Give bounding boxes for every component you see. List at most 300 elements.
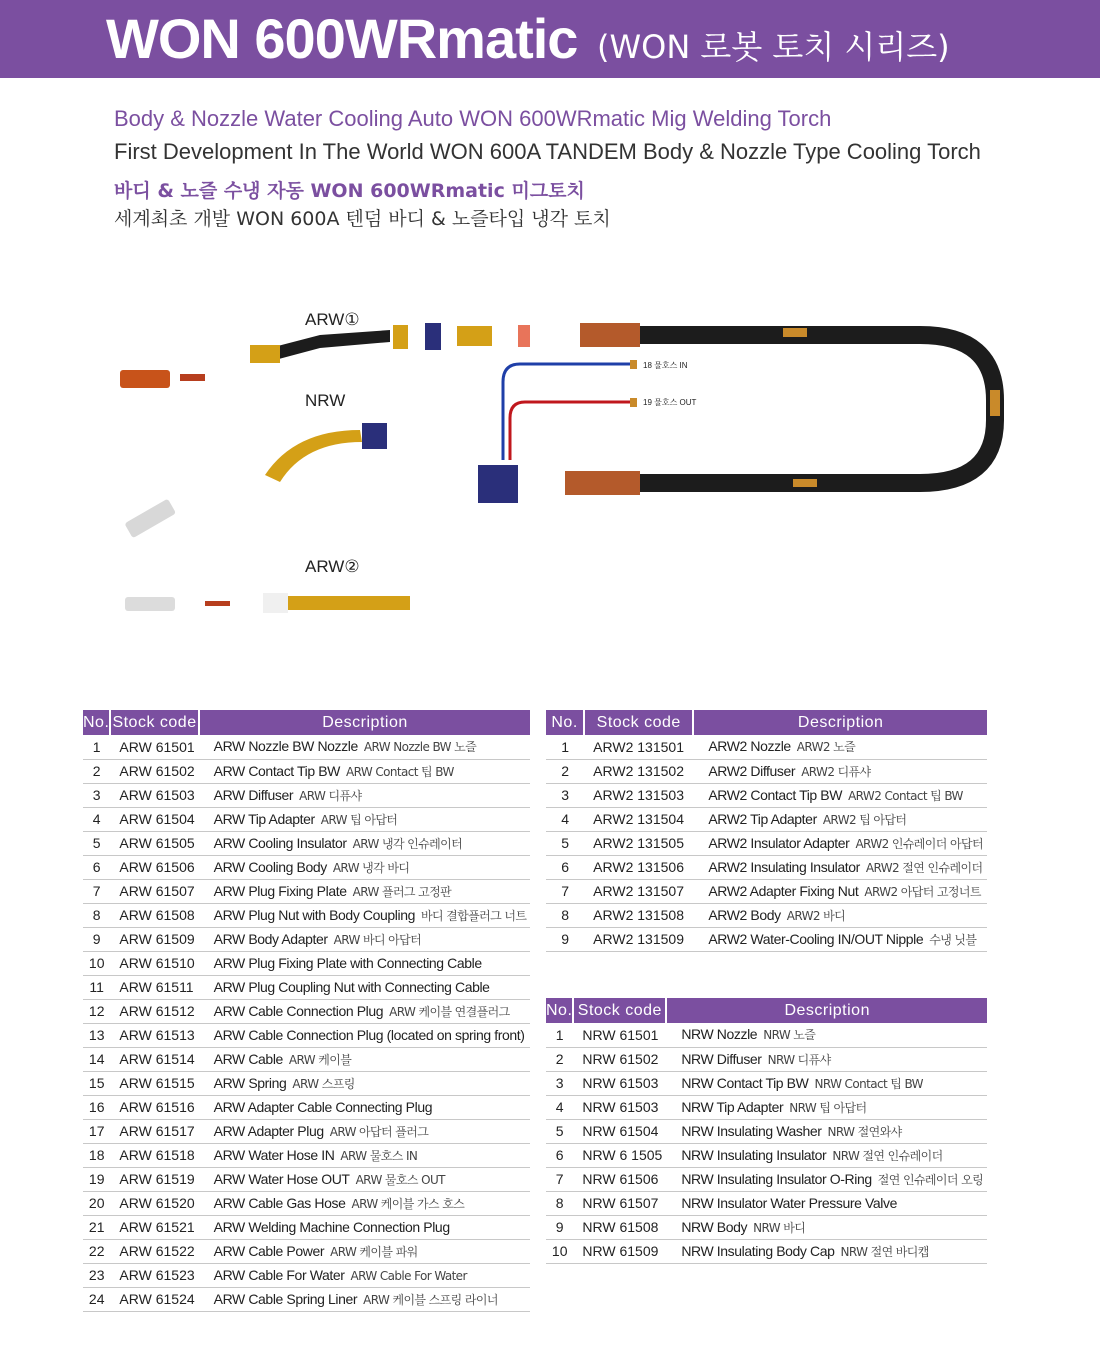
table-row [83, 1023, 530, 1047]
arw1-nozzle [120, 370, 170, 388]
description-kr: ARW2 디퓨샤 [801, 764, 871, 779]
machine-plug [478, 465, 518, 503]
arw1-gold-part [250, 345, 280, 363]
table-row [546, 855, 987, 879]
row-number: 12 [83, 999, 110, 1023]
table-row [83, 1191, 530, 1215]
label-nrw: NRW [305, 391, 346, 410]
stock-code: NRW 61509 [573, 1239, 666, 1263]
description-kr: ARW Contact 팁 BW [346, 764, 454, 779]
water-hose-out [510, 402, 630, 460]
page-subtitle: (WON 로봇 토치 시리즈) [597, 28, 950, 66]
row-number: 10 [546, 1239, 573, 1263]
description-en: ARW Contact Tip BW [213, 762, 340, 779]
description-kr: ARW Nozzle BW 노즐 [363, 740, 477, 755]
description [199, 903, 531, 927]
description [199, 1023, 531, 1047]
description [666, 1095, 987, 1119]
description-en: ARW Cable Gas Hose [213, 1194, 346, 1211]
description-en: ARW Water Hose IN [213, 1146, 335, 1163]
arw-parts-table [83, 710, 530, 1312]
description-en: ARW2 Water-Cooling IN/OUT Nipple [708, 930, 924, 947]
description-en: ARW2 Adapter Fixing Nut [708, 882, 859, 899]
stock-code: ARW 61504 [110, 807, 198, 831]
description [666, 1047, 987, 1071]
row-number: 2 [546, 1047, 573, 1071]
description-en: ARW2 Nozzle [708, 738, 791, 755]
description-en: ARW Tip Adapter [213, 810, 315, 827]
row-number: 1 [546, 1023, 573, 1047]
table-row [83, 1047, 530, 1071]
description-en: NRW Insulating Insulator O-Ring [681, 1170, 872, 1187]
description [199, 1263, 531, 1287]
table-row [83, 1215, 530, 1239]
description [693, 903, 987, 927]
description-en: NRW Body [681, 1218, 748, 1235]
table-row [546, 903, 987, 927]
stock-code: ARW2 131505 [584, 831, 693, 855]
stock-code: ARW 61521 [110, 1215, 198, 1239]
description [666, 1215, 987, 1239]
row-number: 10 [83, 951, 110, 975]
stock-code: NRW 61503 [573, 1095, 666, 1119]
stock-code: ARW2 131501 [584, 735, 693, 759]
table-row [546, 1143, 987, 1167]
description-kr: ARW 케이블 가스 호스 [351, 1196, 465, 1211]
row-number: 2 [546, 759, 584, 783]
table-row [546, 831, 987, 855]
description-en: ARW Spring [213, 1074, 287, 1091]
description-en: NRW Contact Tip BW [681, 1074, 809, 1091]
arw2-tip [205, 601, 230, 606]
table-row [83, 831, 530, 855]
brand-tag-bottom [793, 479, 817, 487]
table-row [546, 1071, 987, 1095]
table-row [83, 807, 530, 831]
description-kr: NRW 노즐 [763, 1028, 816, 1043]
row-number: 2 [83, 759, 110, 783]
description-en: ARW Cable Connection Plug [213, 1002, 384, 1019]
water-hose-in [503, 364, 630, 460]
description [199, 1143, 531, 1167]
description-kr: ARW 케이블 스프링 라이너 [363, 1292, 498, 1307]
description-en: ARW Plug Coupling Nut with Connecting Cable [213, 979, 490, 995]
description [199, 735, 531, 759]
label-arw1: ARW① [305, 310, 360, 329]
description-en: ARW2 Insulator Adapter [708, 834, 850, 851]
row-number: 19 [83, 1167, 110, 1191]
description-en: ARW2 Diffuser [708, 762, 796, 779]
stock-code: NRW 61508 [573, 1215, 666, 1239]
description-en: ARW Plug Fixing Plate [213, 882, 347, 899]
row-number: 1 [546, 735, 584, 759]
table-header-row [546, 998, 987, 1023]
table-header-row [83, 710, 530, 735]
row-number: 9 [83, 927, 110, 951]
row-number: 3 [546, 1071, 573, 1095]
description [199, 1119, 531, 1143]
col-stock-code: Stock code [110, 710, 198, 735]
stock-code: NRW 61504 [573, 1119, 666, 1143]
description-kr: ARW 케이블 [288, 1052, 352, 1067]
stock-code: ARW2 131503 [584, 783, 693, 807]
table-row [83, 1095, 530, 1119]
row-number: 17 [83, 1119, 110, 1143]
row-number: 4 [546, 807, 584, 831]
description [199, 879, 531, 903]
heading-kr-1: 바디 & 노즐 수냉 자동 WON 600WRmatic 미그토치 [114, 180, 585, 202]
description-kr: ARW 아답터 플러그 [329, 1124, 429, 1139]
stock-code: ARW 61505 [110, 831, 198, 855]
description-en: ARW Cooling Body [213, 858, 327, 875]
stock-code: ARW2 131502 [584, 759, 693, 783]
description [666, 1239, 987, 1263]
stock-code: ARW 61523 [110, 1263, 198, 1287]
stock-code: ARW 61518 [110, 1143, 198, 1167]
stock-code: ARW 61509 [110, 927, 198, 951]
description [199, 999, 531, 1023]
description-kr: NRW 절연 인슈레이더 [832, 1148, 943, 1163]
table-row [83, 1239, 530, 1263]
label-arw2: ARW② [305, 557, 360, 576]
description-kr: NRW 절연 바디캡 [840, 1244, 929, 1259]
table-row [83, 1287, 530, 1311]
description-kr: ARW 물호스 IN [340, 1148, 418, 1163]
row-number: 7 [546, 879, 584, 903]
stock-code: NRW 61501 [573, 1023, 666, 1047]
table-row [546, 759, 987, 783]
hose-in-clip [630, 360, 637, 369]
table-row [83, 1071, 530, 1095]
description-kr: 수냉 닛블 [929, 932, 977, 947]
table-row [83, 999, 530, 1023]
table-row [83, 1119, 530, 1143]
description [693, 783, 987, 807]
table-row [83, 1143, 530, 1167]
description [199, 1287, 531, 1311]
hose-out-clip [630, 398, 637, 407]
table-row [83, 759, 530, 783]
hose-out-label: 19 물호스 OUT [643, 398, 697, 407]
description-en: NRW Diffuser [681, 1050, 762, 1067]
row-number: 9 [546, 1215, 573, 1239]
description-en: ARW Cooling Insulator [213, 834, 347, 851]
col-no: No. [83, 710, 110, 735]
description-en: ARW Plug Fixing Plate with Connecting Cable [213, 955, 482, 971]
description-kr: ARW2 인슈레이더 아답터 [855, 836, 983, 851]
cable-hose [640, 335, 995, 483]
col-description: Description [666, 998, 987, 1023]
row-number: 8 [83, 903, 110, 927]
stock-code: ARW 61516 [110, 1095, 198, 1119]
row-number: 22 [83, 1239, 110, 1263]
stock-code: ARW 61515 [110, 1071, 198, 1095]
table-row [83, 903, 530, 927]
description-en: NRW Insulator Water Pressure Valve [681, 1195, 897, 1211]
description [199, 807, 531, 831]
description-kr: ARW2 팁 아답터 [822, 812, 907, 827]
row-number: 23 [83, 1263, 110, 1287]
description-en: ARW2 Tip Adapter [708, 810, 817, 827]
col-description: Description [693, 710, 987, 735]
description [666, 1191, 987, 1215]
description-en: ARW Cable Connection Plug (located on spring front) [213, 1027, 525, 1043]
page-title: WON 600WRmatic [106, 7, 578, 70]
table-row [83, 975, 530, 999]
description-kr: ARW 바디 아답터 [333, 932, 422, 947]
description [666, 1167, 987, 1191]
heading-en-1: Body & Nozzle Water Cooling Auto WON 600WRmatic Mig Welding Torch [114, 106, 832, 131]
stock-code: NRW 6 1505 [573, 1143, 666, 1167]
description-kr: ARW2 바디 [786, 908, 846, 923]
table-row [546, 879, 987, 903]
table-row [83, 927, 530, 951]
description-en: ARW Nozzle BW Nozzle [213, 738, 358, 755]
description-en: ARW Water Hose OUT [213, 1170, 350, 1187]
description-kr: ARW 케이블 파워 [330, 1244, 418, 1259]
table-header-row [546, 710, 987, 735]
row-number: 6 [546, 855, 584, 879]
row-number: 7 [83, 879, 110, 903]
stock-code: ARW 61513 [110, 1023, 198, 1047]
description-kr: ARW 냉각 바디 [332, 860, 410, 875]
row-number: 3 [546, 783, 584, 807]
nrw-nozzle [124, 499, 176, 539]
col-stock-code: Stock code [584, 710, 693, 735]
description-en: ARW2 Contact Tip BW [708, 786, 843, 803]
title-banner [0, 0, 1100, 78]
description [199, 1215, 531, 1239]
description-kr: ARW 케이블 연결플러그 [389, 1004, 510, 1019]
description [693, 855, 987, 879]
table-row [546, 1215, 987, 1239]
stock-code: NRW 61507 [573, 1191, 666, 1215]
arw1-adapter [457, 326, 492, 346]
description-en: ARW2 Insulating Insulator [708, 858, 860, 875]
stock-code: ARW 61503 [110, 783, 198, 807]
description [199, 855, 531, 879]
arw1-tip [180, 374, 205, 381]
stock-code: ARW 61501 [110, 735, 198, 759]
col-no: No. [546, 998, 573, 1023]
stock-code: ARW2 131507 [584, 879, 693, 903]
stock-code: ARW 61520 [110, 1191, 198, 1215]
description-kr: ARW 스프링 [292, 1076, 355, 1091]
row-number: 15 [83, 1071, 110, 1095]
description [199, 1071, 531, 1095]
row-number: 4 [83, 807, 110, 831]
description [693, 807, 987, 831]
row-number: 5 [546, 1119, 573, 1143]
stock-code: ARW 61510 [110, 951, 198, 975]
description [199, 1095, 531, 1119]
description-kr: ARW 팁 아답터 [320, 812, 398, 827]
arw1-coupling [518, 325, 530, 347]
stock-code: ARW 61512 [110, 999, 198, 1023]
heading-en-2: First Development In The World WON 600A TANDEM Body & Nozzle Type Cooling Torch [114, 139, 981, 164]
description [666, 1071, 987, 1095]
stock-code: ARW2 131509 [584, 927, 693, 951]
description [693, 927, 987, 951]
brand-tag-side [990, 390, 1000, 416]
table-row [546, 1191, 987, 1215]
stock-code: ARW 61511 [110, 975, 198, 999]
description-kr: 바디 결합플러그 너트 [420, 908, 527, 923]
row-number: 13 [83, 1023, 110, 1047]
row-number: 9 [546, 927, 584, 951]
description-kr: ARW Cable For Water [350, 1269, 467, 1283]
stock-code: ARW 61507 [110, 879, 198, 903]
description-kr: NRW 디퓨샤 [767, 1052, 831, 1067]
description-en: ARW Cable Spring Liner [213, 1290, 358, 1307]
table-row [546, 927, 987, 951]
table-row [546, 1239, 987, 1263]
description [666, 1119, 987, 1143]
description-kr: ARW 디퓨샤 [299, 788, 362, 803]
table-row [83, 951, 530, 975]
description [199, 759, 531, 783]
row-number: 3 [83, 783, 110, 807]
row-number: 5 [83, 831, 110, 855]
row-number: 1 [83, 735, 110, 759]
description [199, 1191, 531, 1215]
stock-code: NRW 61503 [573, 1071, 666, 1095]
row-number: 21 [83, 1215, 110, 1239]
description-kr: 절연 인슈레이더 오링 [877, 1172, 984, 1187]
row-number: 6 [546, 1143, 573, 1167]
row-number: 8 [546, 903, 584, 927]
description-kr: ARW2 Contact 팁 BW [848, 788, 963, 803]
stock-code: ARW 61502 [110, 759, 198, 783]
stock-code: ARW 61524 [110, 1287, 198, 1311]
description [199, 1047, 531, 1071]
description [666, 1023, 987, 1047]
table-row [83, 855, 530, 879]
table-row [83, 879, 530, 903]
col-description: Description [199, 710, 531, 735]
stock-code: ARW 61514 [110, 1047, 198, 1071]
arw1-plate [425, 323, 441, 350]
description [693, 831, 987, 855]
table-row [546, 1095, 987, 1119]
description [199, 1239, 531, 1263]
arw2-insulator [263, 593, 288, 613]
hose-in-label: 18 물호스 IN [643, 361, 688, 370]
row-number: 24 [83, 1287, 110, 1311]
row-number: 5 [546, 831, 584, 855]
description-kr: NRW 절연와샤 [827, 1124, 902, 1139]
description-kr: ARW 플러그 고정판 [352, 884, 452, 899]
description-kr: NRW 팁 아답터 [789, 1100, 867, 1115]
stock-code: ARW 61522 [110, 1239, 198, 1263]
torch-exploded-diagram [100, 290, 1020, 630]
description [199, 951, 531, 975]
table-row [83, 735, 530, 759]
description-en: NRW Insulating Insulator [681, 1146, 827, 1163]
description-en: NRW Insulating Washer [681, 1122, 822, 1139]
description-kr: NRW Contact 팁 BW [814, 1076, 923, 1091]
row-number: 7 [546, 1167, 573, 1191]
row-number: 16 [83, 1095, 110, 1119]
stock-code: ARW2 131506 [584, 855, 693, 879]
arw2-nozzle [125, 597, 175, 611]
row-number: 14 [83, 1047, 110, 1071]
description [199, 783, 531, 807]
description-en: ARW Adapter Cable Connecting Plug [213, 1099, 433, 1115]
stock-code: ARW2 131508 [584, 903, 693, 927]
description-en: NRW Insulating Body Cap [681, 1242, 835, 1259]
stock-code: ARW 61508 [110, 903, 198, 927]
description [666, 1143, 987, 1167]
table-row [83, 783, 530, 807]
description-kr: ARW 냉각 인슈레이터 [352, 836, 463, 851]
nrw-parts-table [546, 998, 987, 1264]
stock-code: NRW 61506 [573, 1167, 666, 1191]
description-en: ARW Body Adapter [213, 930, 328, 947]
description-kr: ARW2 절연 인슈레이더 [865, 860, 983, 875]
description [693, 759, 987, 783]
brand-tag-top [783, 328, 807, 337]
nrw-plug [362, 423, 387, 449]
row-number: 4 [546, 1095, 573, 1119]
description [199, 927, 531, 951]
stock-code: ARW 61519 [110, 1167, 198, 1191]
cable-connector-bottom [565, 471, 640, 495]
description-en: ARW Plug Nut with Body Coupling [213, 906, 415, 923]
description-kr: ARW2 노즐 [796, 740, 856, 755]
description-kr: NRW 바디 [753, 1220, 806, 1235]
row-number: 20 [83, 1191, 110, 1215]
description-en: ARW Cable Power [213, 1242, 325, 1259]
arw1-plug [393, 325, 408, 349]
description [199, 831, 531, 855]
description-en: ARW2 Body [708, 906, 781, 923]
description-en: ARW Cable For Water [213, 1267, 345, 1283]
cable-connector-top [580, 323, 640, 347]
table-row [546, 807, 987, 831]
row-number: 8 [546, 1191, 573, 1215]
arw2-parts-table [546, 710, 987, 952]
stock-code: ARW2 131504 [584, 807, 693, 831]
description-en: ARW Adapter Plug [213, 1122, 324, 1139]
nrw-body [265, 430, 362, 482]
heading-kr-2: 세계최초 개발 WON 600A 텐덤 바디 & 노즐타입 냉각 토치 [114, 208, 611, 230]
col-no: No. [546, 710, 584, 735]
description [199, 975, 531, 999]
description-kr: ARW 물호스 OUT [355, 1172, 445, 1187]
description [693, 735, 987, 759]
description-en: ARW Diffuser [213, 786, 294, 803]
description-en: NRW Tip Adapter [681, 1098, 784, 1115]
stock-code: ARW 61506 [110, 855, 198, 879]
table-row [546, 1023, 987, 1047]
stock-code: NRW 61502 [573, 1047, 666, 1071]
table-row [546, 1047, 987, 1071]
row-number: 11 [83, 975, 110, 999]
row-number: 6 [83, 855, 110, 879]
table-row [546, 1119, 987, 1143]
description-en: ARW Welding Machine Connection Plug [213, 1219, 450, 1235]
table-row [83, 1263, 530, 1287]
col-stock-code: Stock code [573, 998, 666, 1023]
table-row [546, 783, 987, 807]
table-row [546, 1167, 987, 1191]
description [199, 1167, 531, 1191]
description-en: ARW Cable [213, 1050, 283, 1067]
description-kr: ARW2 아답터 고정너트 [864, 884, 981, 899]
table-row [546, 735, 987, 759]
row-number: 18 [83, 1143, 110, 1167]
